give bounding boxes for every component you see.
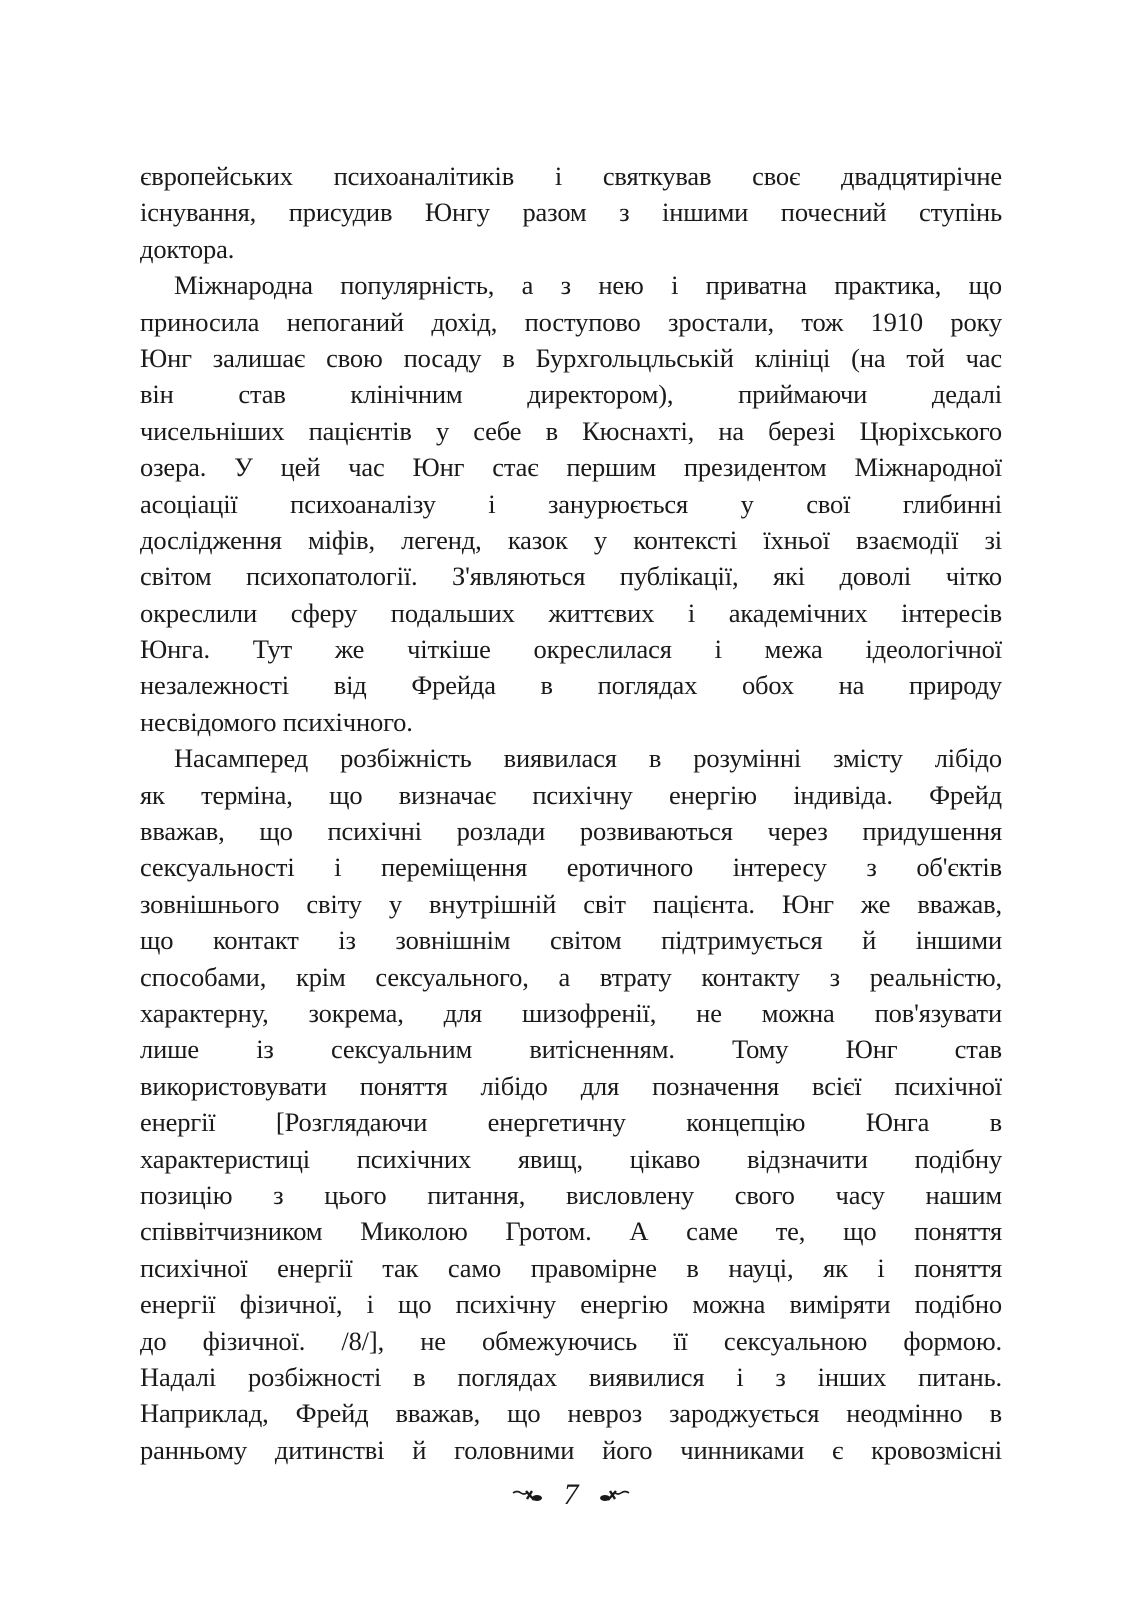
paragraph <box>140 158 1002 267</box>
text-line: дослідження міфів, легенд, казок у контексті їхньої взаємодії зі <box>140 524 1002 555</box>
text-line: сексуальності і переміщення еротичного інтересу з об'єктів <box>140 852 1002 883</box>
body-text <box>140 158 1002 1468</box>
text-line: лише із сексуальним витісненням. Тому Юнг став <box>140 1034 1002 1065</box>
text-line: Насамперед розбіжність виявилася в розумінні змісту лібідо <box>174 743 1002 774</box>
text-line: Наприклад, Фрейд вважав, що невроз зароджується неодмінно в <box>140 1398 1002 1429</box>
text-line: асоціації психоаналізу і занурюється у свої глибинні <box>140 488 1002 519</box>
text-line: енергії фізичної, і що психічну енергію можна виміряти подібно <box>140 1289 1002 1320</box>
text-line: Юнга. Тут же чіткіше окреслилася і межа ідеологічної <box>140 634 1002 665</box>
text-line: Юнг залишає свою посаду в Бурхгольцльській клініці (на той час <box>140 342 1002 373</box>
text-line: приносила непоганий дохід, поступово зростали, тож 1910 року <box>140 306 1002 337</box>
text-line: енергії [Розглядаючи енергетичну концепцію Юнга в <box>140 1107 1002 1138</box>
text-line: європейських психоаналітиків і святкував своє двадцятирічне <box>140 161 1002 191</box>
text-line: психічної енергії так само правомірне в науці, як і поняття <box>140 1252 1002 1283</box>
text-line: чисельніших пацієнтів у себе в Кюснахті, на березі Цюріхського <box>140 415 1002 446</box>
page-footer <box>0 1476 1142 1512</box>
text-line: вважав, що психічні розлади розвиваються через придушення <box>140 816 1002 847</box>
text-line: як терміна, що визначає психічну енергію індивіда. Фрейд <box>140 779 1002 810</box>
text-line: характеристиці психічних явищ, цікаво відзначити подібну <box>140 1143 1002 1174</box>
text-line: Надалі розбіжності в поглядах виявилися і з інших питань. <box>140 1361 1002 1392</box>
text-line: несвідомого психічного. <box>140 706 413 737</box>
text-line: існування, присудив Юнгу разом з іншими почесний ступінь <box>140 197 1002 228</box>
text-line: окреслили сферу подальших життєвих і академічних інтересів <box>140 597 1002 628</box>
fleuron-left-icon <box>512 1487 546 1503</box>
text-line: зовнішнього світу у внутрішній світ пацієнта. Юнг же вважав, <box>140 888 1002 919</box>
text-line: до фізичної. /8/], не обмежуючись її сексуальною формою. <box>140 1325 1002 1356</box>
text-line: доктора. <box>140 233 235 264</box>
text-line: способами, крім сексуального, а втрату контакту з реальністю, <box>140 961 1002 992</box>
paragraph <box>140 740 1002 1468</box>
text-line: співвітчизником Миколою Гротом. А саме те, що поняття <box>140 1216 1002 1247</box>
text-line: позицію з цього питання, висловлену свого часу нашим <box>140 1179 1002 1210</box>
fleuron-right-icon <box>596 1487 630 1503</box>
text-line: використовувати поняття лібідо для позначення всієї психічної <box>140 1070 1002 1101</box>
text-line: що контакт із зовнішнім світом підтримується й іншими <box>140 925 1002 956</box>
text-line: світом психопатології. З'являються публікації, які доволі чітко <box>140 561 1002 592</box>
paragraph <box>140 267 1002 740</box>
text-line: він став клінічним директором), приймаючи дедалі <box>140 379 1002 410</box>
text-line: ранньому дитинстві й головними його чинниками є кровозмісні <box>140 1434 1002 1465</box>
page-number: 7 <box>563 1478 579 1512</box>
text-line: озера. У цей час Юнг стає першим президентом Міжнародної <box>140 452 1002 483</box>
text-line: характерну, зокрема, для шизофренії, не можна пов'язувати <box>140 997 1002 1028</box>
text-line: Міжнародна популярність, а з нею і приватна практика, що <box>174 270 1002 301</box>
text-line: незалежності від Фрейда в поглядах обох на природу <box>140 670 1002 701</box>
